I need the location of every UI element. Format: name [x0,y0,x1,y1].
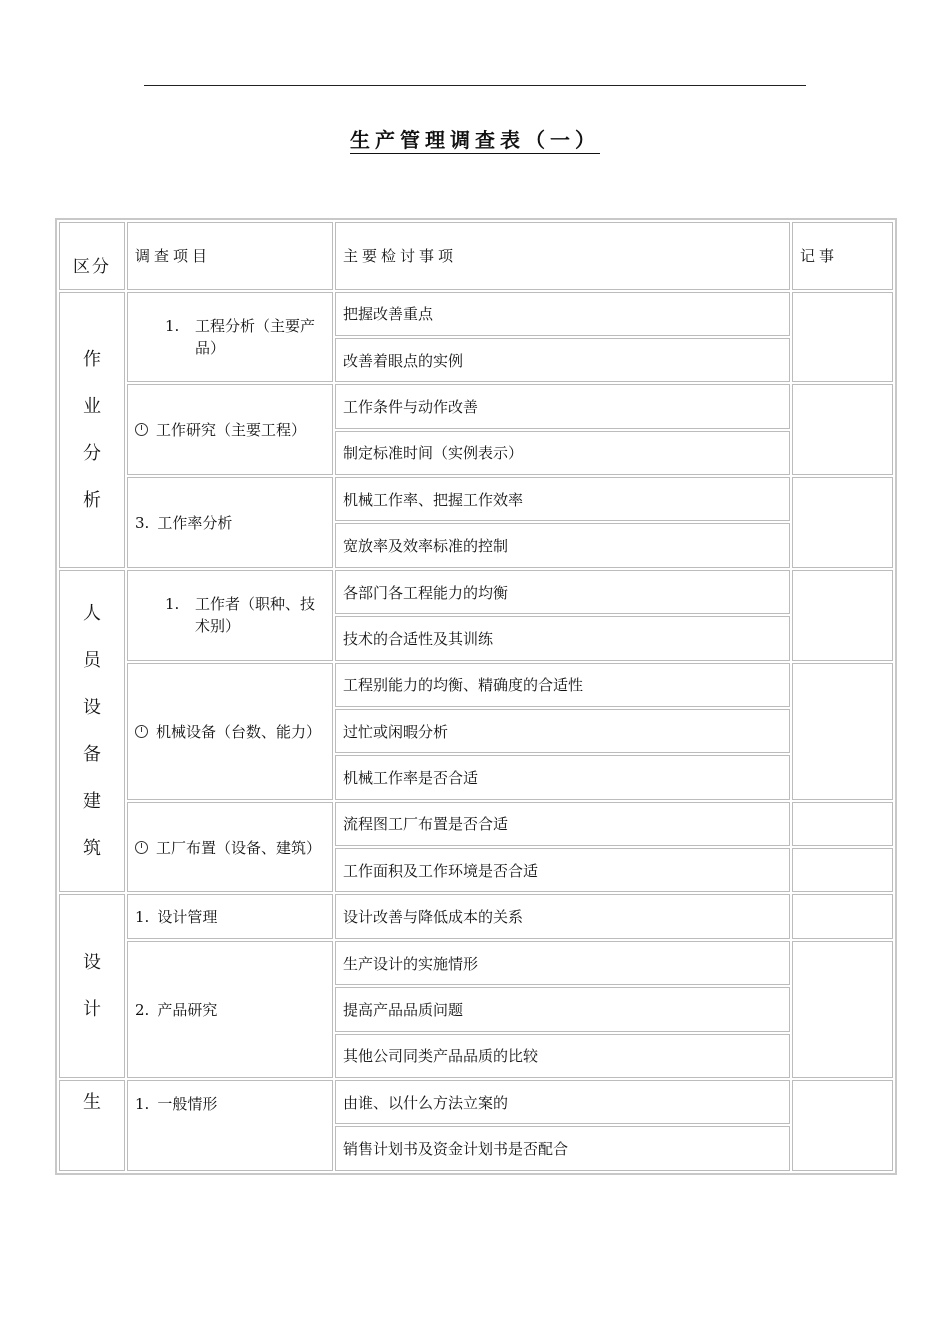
survey-item-cell: 工作研究（主要工程） [127,384,333,475]
notes-cell [792,292,893,383]
survey-item-cell: 工厂布置（设备、建筑） [127,802,333,893]
point-cell: 过忙或闲暇分析 [335,709,790,753]
survey-item-cell: 1. 工程分析（主要产 品） [127,292,333,383]
survey-item-cell: 机械设备（台数、能力） [127,663,333,800]
point-cell: 工作面积及工作环境是否合适 [335,848,790,892]
survey-item-cell: 3. 工作率分析 [127,477,333,568]
point-cell: 流程图工厂布置是否合适 [335,802,790,846]
survey-table [55,218,897,1175]
point-cell: 各部门各工程能力的均衡 [335,570,790,614]
survey-item-cell: 1. 设计管理 [127,894,333,938]
table-row [59,570,893,614]
point-cell: 由谁、以什么方法立案的 [335,1080,790,1124]
point-cell: 机械工作率、把握工作效率 [335,477,790,521]
point-cell: 把握改善重点 [335,292,790,336]
survey-item-cell: 2. 产品研究 [127,941,333,1078]
point-cell: 工程别能力的均衡、精确度的合适性 [335,663,790,707]
table-header-row [59,222,893,290]
category-cell: 设 计 [59,894,125,1078]
table-row [59,292,893,336]
survey-item-cell: 1. 一般情形 [127,1080,333,1171]
survey-item-cell: 1. 工作者（职种、技 术别） [127,570,333,661]
table-row [59,477,893,521]
clock-icon [135,423,148,436]
clock-icon [135,725,148,738]
table-row [59,663,893,707]
point-cell: 设计改善与降低成本的关系 [335,894,790,938]
point-cell: 销售计划书及资金计划书是否配合 [335,1126,790,1171]
notes-cell [792,477,893,568]
category-cell: 人 员 设 备 建 筑 [59,570,125,893]
category-cell: 生 [59,1080,125,1171]
notes-cell [792,663,893,800]
point-cell: 制定标准时间（实例表示） [335,431,790,475]
clock-icon [135,841,148,854]
table-row [59,894,893,938]
header-survey-item: 调查项目 [127,222,333,290]
top-rule [144,85,806,86]
table-row [59,802,893,846]
notes-cell [792,894,893,938]
notes-cell [792,941,893,1078]
point-cell: 其他公司同类产品品质的比较 [335,1034,790,1078]
header-main-points: 主要检讨事项 [335,222,790,290]
page-title: 生产管理调查表（一） [350,128,600,152]
notes-cell [792,570,893,661]
point-cell: 工作条件与动作改善 [335,384,790,428]
point-cell: 技术的合适性及其训练 [335,616,790,660]
header-category: 区分 [59,222,125,290]
table-row [59,941,893,985]
point-cell: 宽放率及效率标准的控制 [335,523,790,567]
point-cell: 提高产品品质问题 [335,987,790,1031]
notes-cell [792,848,893,892]
category-cell: 作 业 分 析 [59,292,125,568]
table-row [59,1080,893,1124]
notes-cell [792,1080,893,1171]
point-cell: 机械工作率是否合适 [335,755,790,799]
notes-cell [792,384,893,475]
notes-cell [792,802,893,846]
header-notes: 记事 [792,222,893,290]
table-row [59,384,893,428]
point-cell: 改善着眼点的实例 [335,338,790,382]
point-cell: 生产设计的实施情形 [335,941,790,985]
